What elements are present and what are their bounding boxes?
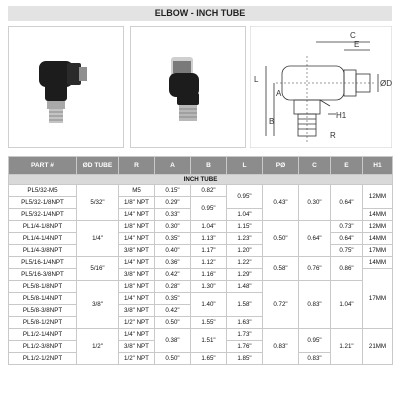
p-cell: 0.50" (263, 221, 299, 257)
diagram-label-b: B (269, 117, 275, 126)
tube-cell: 1/2" (77, 329, 119, 365)
c-cell: 0.30" (299, 185, 331, 221)
l-cell: 1.63" (227, 317, 263, 329)
p-cell: 0.83" (263, 329, 299, 365)
part-cell: PL1/4-1/4NPT (9, 233, 77, 245)
c-cell: 0.64" (299, 221, 331, 257)
col-header-a: A (155, 157, 191, 175)
tube-cell: 5/16" (77, 257, 119, 281)
a-cell: 0.36" (155, 257, 191, 269)
r-cell: 1/2" NPT (119, 317, 155, 329)
part-cell: PL5/8-1/2NPT (9, 317, 77, 329)
part-cell: PL1/4-3/8NPT (9, 245, 77, 257)
tube-cell: 5/32" (77, 185, 119, 221)
r-cell: 1/8" NPT (119, 281, 155, 293)
part-cell: PL1/2-1/4NPT (9, 329, 77, 341)
a-cell: 0.42" (155, 305, 191, 317)
l-cell: 1.48" (227, 281, 263, 293)
l-cell: 1.76" (227, 341, 263, 353)
c-cell: 0.83" (299, 353, 331, 365)
a-cell: 0.28" (155, 281, 191, 293)
r-cell: 3/8" NPT (119, 305, 155, 317)
l-cell: 0.95" (227, 185, 263, 209)
h1-cell: 14MM (363, 209, 393, 221)
diagram-label-l: L (254, 75, 259, 84)
c-cell: 0.95" (299, 329, 331, 353)
e-cell: 1.21" (331, 329, 363, 365)
l-cell: 1.20" (227, 245, 263, 257)
dimension-diagram (250, 26, 392, 148)
b-cell: 1.17" (191, 245, 227, 257)
table-row (9, 221, 393, 233)
h1-cell: 21MM (363, 329, 393, 365)
a-cell: 0.29" (155, 197, 191, 209)
part-cell: PL5/8-3/8NPT (9, 305, 77, 317)
e-cell: 0.75" (331, 245, 363, 257)
part-cell: PL5/16-1/4NPT (9, 257, 77, 269)
a-cell: 0.38" (155, 329, 191, 353)
a-cell: 0.35" (155, 293, 191, 305)
part-cell: PL5/32-1/4NPT (9, 209, 77, 221)
part-cell: PL1/2-3/8NPT (9, 341, 77, 353)
table-row (9, 233, 393, 245)
diagram-label-c: C (350, 31, 356, 40)
p-cell: 0.43" (263, 185, 299, 221)
part-cell: PL5/32-1/8NPT (9, 197, 77, 209)
r-cell: 1/4" NPT (119, 209, 155, 221)
r-cell: 3/8" NPT (119, 269, 155, 281)
e-cell: 0.64" (331, 233, 363, 245)
part-cell: PL5/16-3/8NPT (9, 269, 77, 281)
table-row (9, 185, 393, 197)
p-cell: 0.72" (263, 281, 299, 329)
diagram-label-e: E (354, 40, 360, 49)
l-cell: 1.04" (227, 209, 263, 221)
part-cell: PL5/8-1/8NPT (9, 281, 77, 293)
l-cell: 1.15" (227, 221, 263, 233)
b-cell: 0.95" (191, 197, 227, 221)
r-cell: 1/4" NPT (119, 329, 155, 341)
l-cell: 1.23" (227, 233, 263, 245)
r-cell: 3/8" NPT (119, 341, 155, 353)
diagram-label-a: A (276, 89, 282, 98)
e-cell: 1.04" (331, 281, 363, 329)
h1-cell: 14MM (363, 233, 393, 245)
h1-cell: 12MM (363, 185, 393, 209)
col-header-l: L (227, 157, 263, 175)
col-header-r: R (119, 157, 155, 175)
a-cell: 0.15" (155, 185, 191, 197)
e-cell: 0.73" (331, 221, 363, 233)
tube-cell: 3/8" (77, 281, 119, 329)
subheader-row (9, 175, 393, 185)
product-photo-side (130, 26, 246, 148)
b-cell: 1.65" (191, 353, 227, 365)
subheader-inch-tube: INCH TUBE (9, 175, 393, 185)
b-cell: 1.13" (191, 233, 227, 245)
table-row (9, 245, 393, 257)
col-header-tube: ØD TUBE (77, 157, 119, 175)
diagram-label-r: R (330, 131, 336, 140)
a-cell: 0.50" (155, 317, 191, 329)
col-header-part: PART # (9, 157, 77, 175)
l-cell: 1.22" (227, 257, 263, 269)
r-cell: M5 (119, 185, 155, 197)
tube-cell: 1/4" (77, 221, 119, 257)
l-cell: 1.29" (227, 269, 263, 281)
diagram-label-h1: H1 (336, 111, 347, 120)
r-cell: 1/2" NPT (119, 353, 155, 365)
part-cell: PL5/8-1/4NPT (9, 293, 77, 305)
a-cell: 0.33" (155, 209, 191, 221)
b-cell: 1.30" (191, 281, 227, 293)
col-header-e: E (331, 157, 363, 175)
e-cell: 0.64" (331, 185, 363, 221)
product-photo-front (8, 26, 124, 148)
part-cell: PL5/32-M5 (9, 185, 77, 197)
h1-cell: 12MM (363, 221, 393, 233)
a-cell: 0.30" (155, 221, 191, 233)
part-cell: PL1/4-1/8NPT (9, 221, 77, 233)
b-cell: 1.16" (191, 269, 227, 281)
b-cell: 1.40" (191, 293, 227, 317)
h1-cell: 17MM (363, 245, 393, 257)
col-header-c: C (299, 157, 331, 175)
r-cell: 1/4" NPT (119, 233, 155, 245)
r-cell: 1/8" NPT (119, 197, 155, 209)
col-header-h1: H1 (363, 157, 393, 175)
l-cell: 1.58" (227, 293, 263, 317)
c-cell: 0.83" (299, 281, 331, 329)
c-cell: 0.76" (299, 257, 331, 281)
h1-cell: 17MM (363, 269, 393, 329)
header-row (9, 157, 393, 175)
r-cell: 1/4" NPT (119, 257, 155, 269)
b-cell: 1.04" (191, 221, 227, 233)
a-cell: 0.50" (155, 353, 191, 365)
b-cell: 1.51" (191, 329, 227, 353)
r-cell: 3/8" NPT (119, 245, 155, 257)
section-title: ELBOW - INCH TUBE (8, 6, 392, 21)
col-header-p: PØ (263, 157, 299, 175)
b-cell: 1.12" (191, 257, 227, 269)
r-cell: 1/8" NPT (119, 221, 155, 233)
b-cell: 1.55" (191, 317, 227, 329)
r-cell: 1/4" NPT (119, 293, 155, 305)
e-cell: 0.86" (331, 257, 363, 281)
col-header-b: B (191, 157, 227, 175)
l-cell: 1.73" (227, 329, 263, 341)
table-row (9, 257, 393, 269)
b-cell: 0.82" (191, 185, 227, 197)
h1-cell: 14MM (363, 257, 393, 269)
table-row (9, 329, 393, 341)
a-cell: 0.42" (155, 269, 191, 281)
p-cell: 0.58" (263, 257, 299, 281)
spec-table (8, 156, 393, 365)
table-row (9, 281, 393, 293)
diagram-label-od: ØD (380, 79, 392, 88)
a-cell: 0.35" (155, 233, 191, 245)
a-cell: 0.40" (155, 245, 191, 257)
part-cell: PL1/2-1/2NPT (9, 353, 77, 365)
l-cell: 1.85" (227, 353, 263, 365)
